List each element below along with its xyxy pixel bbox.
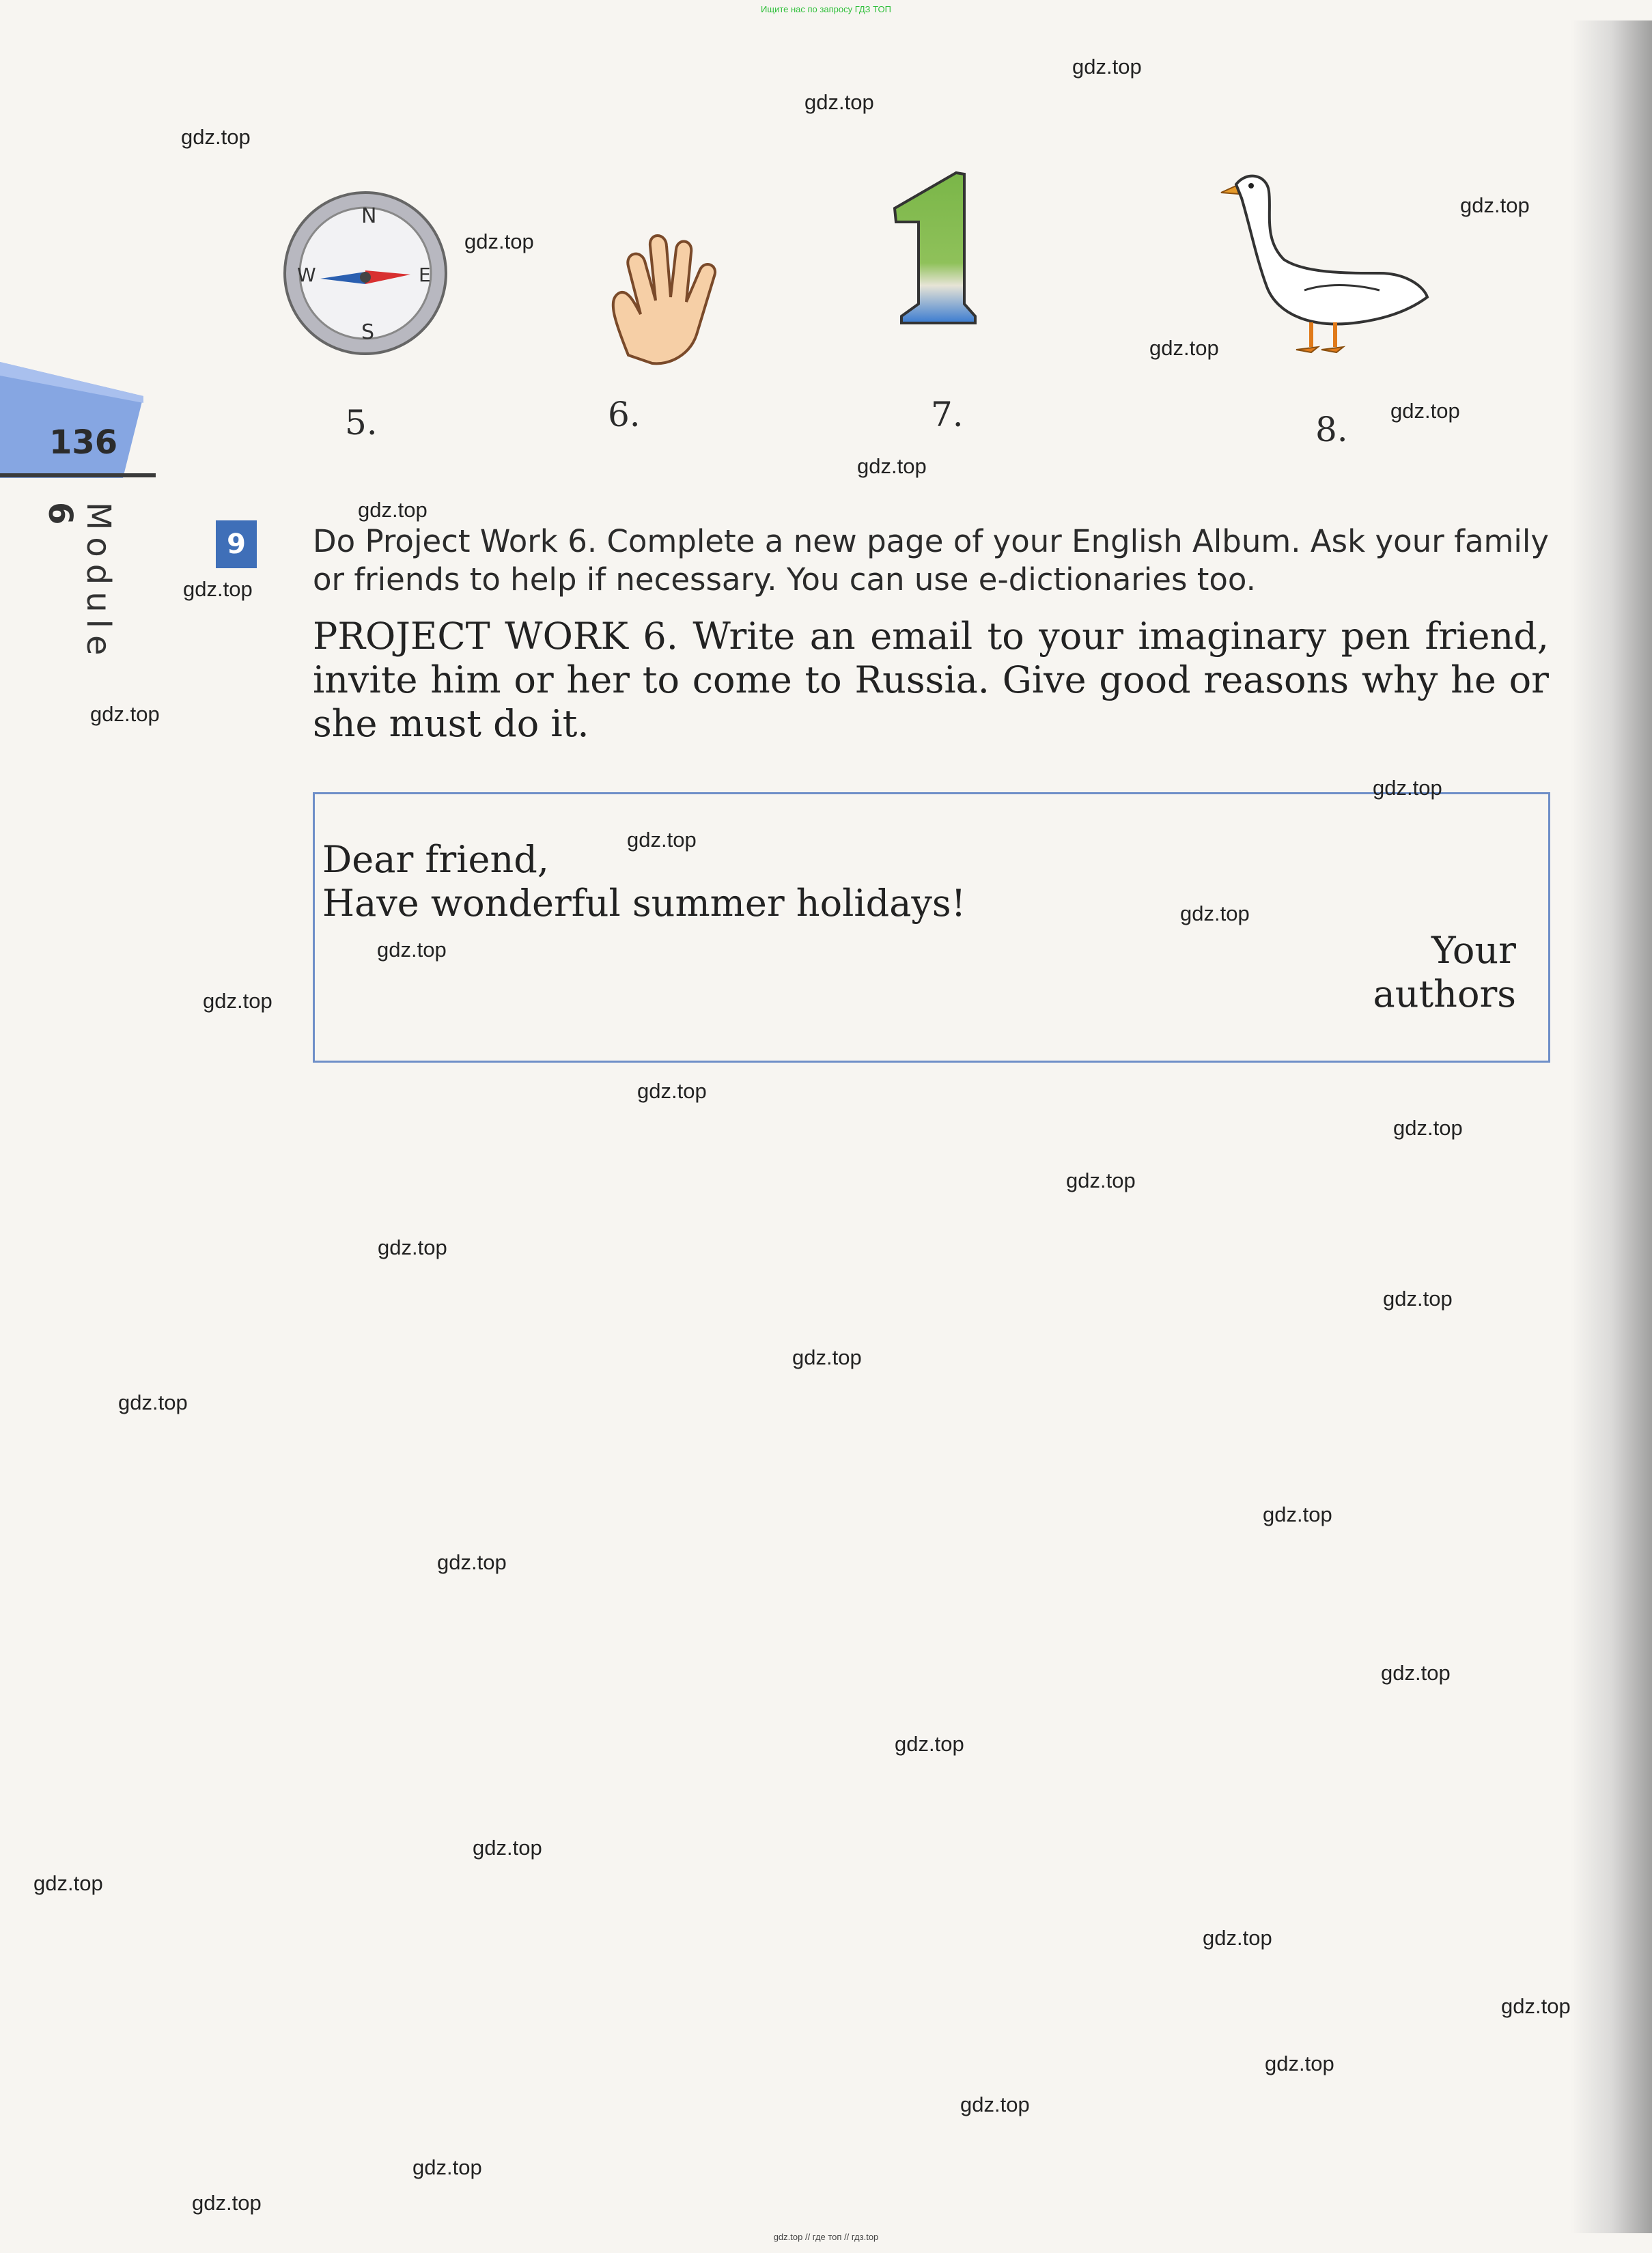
watermark[interactable]: gdz.top — [203, 989, 272, 1013]
svg-text:S: S — [361, 320, 375, 344]
module-label — [41, 502, 117, 734]
compass-icon — [277, 184, 454, 362]
goose-icon — [1209, 171, 1434, 362]
figure-number-7: 7. — [931, 395, 964, 434]
svg-text:N: N — [361, 204, 377, 228]
exercise-number-badge: 9 — [216, 520, 257, 568]
svg-text:E: E — [419, 264, 431, 286]
watermark[interactable]: gdz.top — [1072, 55, 1142, 79]
watermark[interactable]: gdz.top — [804, 90, 874, 114]
svg-text:W: W — [297, 264, 316, 286]
watermark[interactable]: gdz.top — [895, 1732, 964, 1756]
watermark[interactable]: gdz.top — [1180, 901, 1250, 925]
watermark[interactable]: gdz.top — [358, 498, 428, 522]
letter-box — [313, 792, 1550, 1063]
figure-number-8: 8. — [1315, 410, 1348, 449]
watermark[interactable]: gdz.top — [90, 702, 160, 726]
watermark[interactable]: gdz.top — [1373, 776, 1442, 800]
watermark[interactable]: gdz.top — [181, 125, 251, 149]
figure-number-5: 5. — [345, 403, 378, 443]
watermark[interactable]: gdz.top — [1149, 336, 1219, 360]
letter-signature — [1229, 929, 1516, 1016]
watermark[interactable]: gdz.top — [627, 828, 697, 852]
watermark[interactable]: gdz.top — [1066, 1169, 1136, 1192]
module-number: 6 — [41, 502, 79, 532]
watermark[interactable]: gdz.top — [118, 1390, 188, 1414]
letter-sign-line1: Your — [1431, 929, 1516, 972]
hand-icon — [587, 219, 751, 376]
project-work-text: PROJECT WORK 6. Write an email to your imaginary pen friend, invite him or her to come to Russia. Give good reasons why he or she must do it. — [313, 615, 1549, 745]
watermark[interactable]: gdz.top — [378, 1235, 447, 1259]
watermark[interactable]: gdz.top — [412, 2155, 482, 2179]
top-banner[interactable]: Ищите нас по запросу ГДЗ ТОП — [761, 4, 891, 14]
watermark[interactable]: gdz.top — [1265, 2052, 1334, 2075]
watermark[interactable]: gdz.top — [1390, 399, 1460, 423]
watermark[interactable]: gdz.top — [377, 938, 447, 962]
watermark[interactable]: gdz.top — [473, 1836, 542, 1860]
watermark[interactable]: gdz.top — [437, 1550, 507, 1574]
module-word: Module — [79, 502, 117, 662]
watermark[interactable]: gdz.top — [464, 229, 534, 253]
watermark[interactable]: gdz.top — [1203, 1926, 1272, 1950]
watermark[interactable]: gdz.top — [1501, 1994, 1571, 2018]
page-gutter-shadow — [1571, 20, 1652, 2233]
watermark[interactable]: gdz.top — [792, 1345, 862, 1369]
watermark[interactable]: gdz.top — [1381, 1661, 1451, 1685]
bottom-banner[interactable]: gdz.top // где топ // гдз.top — [773, 2232, 879, 2242]
number-one-icon — [881, 167, 983, 331]
page-number: 136 — [49, 423, 118, 462]
watermark[interactable]: gdz.top — [192, 2191, 262, 2215]
watermark[interactable]: gdz.top — [857, 454, 927, 478]
watermark[interactable]: gdz.top — [1393, 1116, 1463, 1140]
exercise-instruction: Do Project Work 6. Complete a new page of your English Album. Ask your family or friends to help if necessary. You can use e-dictionaries too. — [313, 523, 1549, 598]
watermark[interactable]: gdz.top — [183, 577, 253, 601]
watermark[interactable]: gdz.top — [1383, 1287, 1453, 1311]
figure-number-6: 6. — [608, 395, 641, 434]
letter-message: Have wonderful summer holidays! — [322, 882, 966, 925]
letter-sign-line2: authors — [1373, 972, 1516, 1016]
watermark[interactable]: gdz.top — [1460, 193, 1530, 217]
letter-greeting: Dear friend, — [322, 838, 549, 881]
watermark[interactable]: gdz.top — [637, 1079, 707, 1103]
page-rule — [0, 473, 156, 477]
watermark[interactable]: gdz.top — [33, 1871, 103, 1895]
watermark[interactable]: gdz.top — [1263, 1502, 1332, 1526]
watermark[interactable]: gdz.top — [960, 2093, 1030, 2116]
